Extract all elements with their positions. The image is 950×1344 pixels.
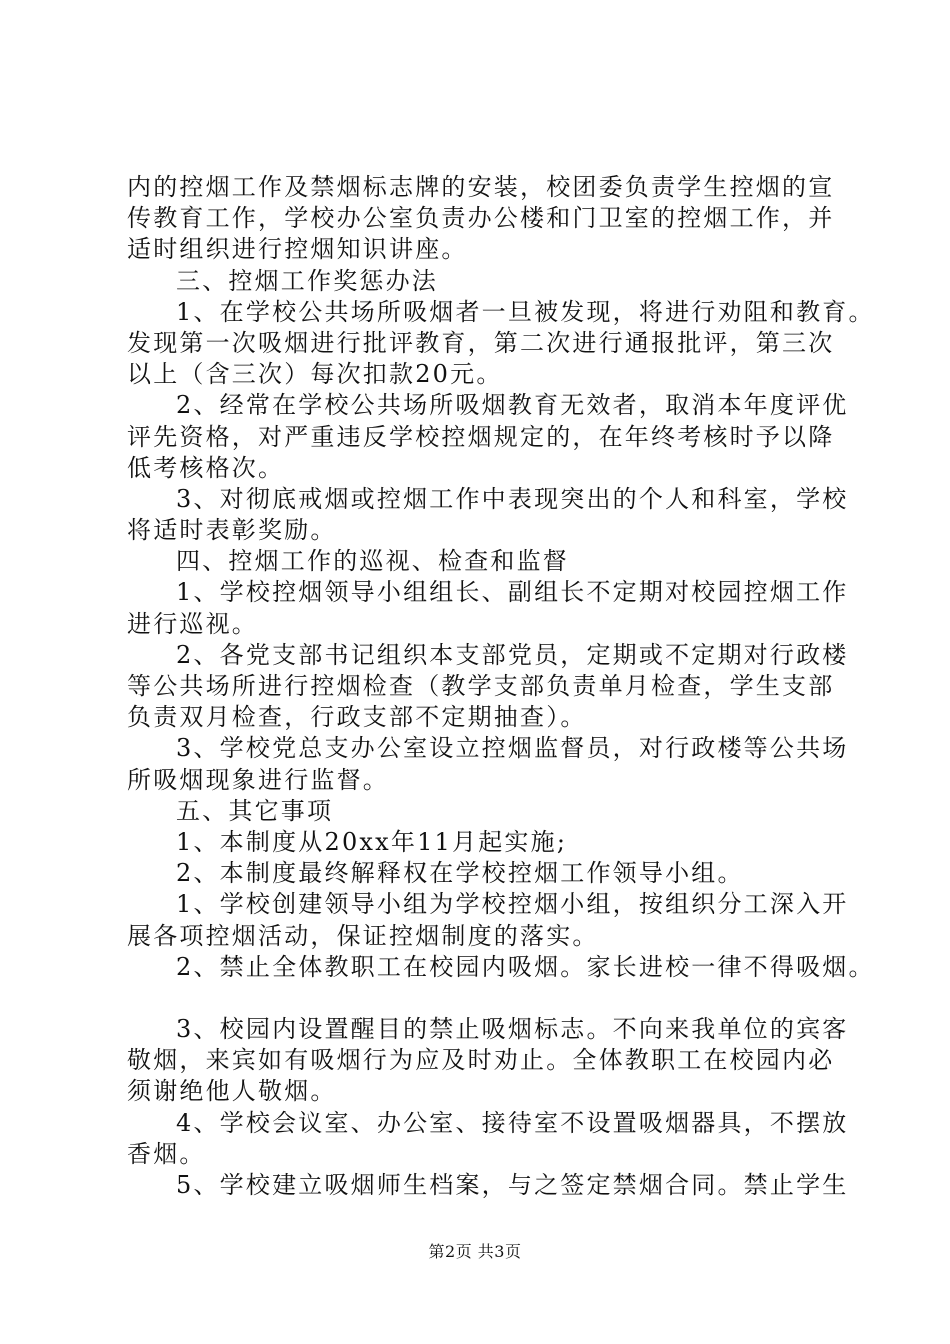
paragraph-line: 2、各党支部书记组织本支部党员，定期或不定期对行政楼	[176, 640, 849, 669]
paragraph-line: 适时组织进行控烟知识讲座。	[127, 235, 468, 264]
paragraph-line: 香烟。	[127, 1139, 206, 1168]
paragraph-line: 等公共场所进行控烟检查（教学支部负责单月检查，学生支部	[127, 672, 835, 700]
paragraph-line: 进行巡视。	[127, 609, 258, 638]
paragraph-line: 负责双月检查，行政支部不定期抽查）。	[127, 703, 587, 732]
paragraph-line: 5、学校建立吸烟师生档案，与之签定禁烟合同。禁止学生	[176, 1171, 849, 1199]
paragraph-line: 发现第一次吸烟进行批评教育，第二次进行通报批评，第三次	[127, 328, 835, 357]
paragraph-line: 内的控烟工作及禁烟标志牌的安装，校团委负责学生控烟的宣	[127, 173, 835, 201]
paragraph-line: 须谢绝他人敬烟。	[127, 1077, 337, 1106]
paragraph-line: 4、学校会议室、办公室、接待室不设置吸烟器具，不摆放	[176, 1108, 849, 1137]
paragraph-line: 2、本制度最终解释权在学校控烟工作领导小组。	[176, 859, 744, 888]
paragraph-line: 3、校园内设置醒目的禁止吸烟标志。不向来我单位的宾客	[176, 1015, 849, 1044]
paragraph-line: 2、经常在学校公共场所吸烟教育无效者，取消本年度评优	[176, 391, 849, 420]
document-body	[127, 172, 875, 1201]
paragraph-line: 低考核格次。	[127, 453, 285, 482]
blank-line	[127, 983, 857, 1014]
paragraph-line: 传教育工作，学校办公室负责办公楼和门卫室的控烟工作，并	[127, 204, 835, 233]
paragraph-line: 展各项控烟活动，保证控烟制度的落实。	[127, 921, 599, 950]
paragraph-line: 1、学校创建领导小组为学校控烟小组，按组织分工深入开	[176, 890, 849, 919]
paragraph-line: 1、在学校公共场所吸烟者一旦被发现，将进行劝阻和教育。	[176, 297, 875, 326]
paragraph-line: 3、对彻底戒烟或控烟工作中表现突出的个人和科室，学校	[176, 484, 849, 513]
section-heading: 五、其它事项	[176, 796, 334, 825]
paragraph-line: 1、学校控烟领导小组组长、副组长不定期对校园控烟工作	[176, 578, 849, 607]
paragraph-line: 3、学校党总支办公室设立控烟监督员，对行政楼等公共场	[176, 734, 849, 763]
paragraph-line: 以上（含三次）每次扣款20元。	[127, 360, 503, 389]
paragraph-line: 敬烟，来宾如有吸烟行为应及时劝止。全体教职工在校园内必	[127, 1046, 835, 1075]
section-heading: 三、控烟工作奖惩办法	[176, 266, 438, 295]
paragraph-line: 1、本制度从20xx年11月起实施;	[176, 827, 568, 856]
section-heading: 四、控烟工作的巡视、检查和监督	[176, 547, 569, 576]
page-number-label: 第2页 共3页	[428, 1242, 522, 1261]
page-footer	[0, 1241, 950, 1263]
paragraph-line: 将适时表彰奖励。	[127, 516, 337, 545]
paragraph-line: 评先资格，对严重违反学校控烟规定的，在年终考核时予以降	[127, 422, 835, 451]
paragraph-line: 2、禁止全体教职工在校园内吸烟。家长进校一律不得吸烟。	[176, 952, 875, 981]
paragraph-line: 所吸烟现象进行监督。	[127, 765, 389, 794]
